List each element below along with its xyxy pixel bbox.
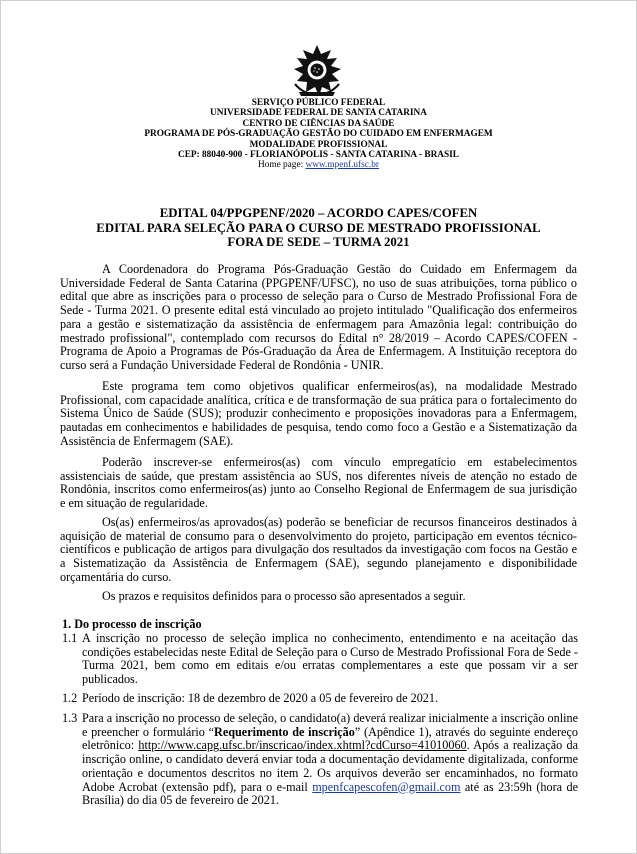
inscription-url-link[interactable]: http://www.capg.ufsc.br/inscricao/index.xhtml?cdCurso=41010060 bbox=[138, 738, 467, 753]
header-line: CEP: 88040-900 - FLORIANÓPOLIS - SANTA CATARINA - BRASIL bbox=[178, 150, 459, 161]
item-text: Período de inscrição: 18 de dezembro de 2020 a 05 de fevereiro de 2021. bbox=[82, 691, 439, 705]
paragraph-2: Este programa tem como objetivos qualificar enfermeiros(as), na modalidade Mestrado Profissional, com capacidade analítica, crítica e de transformação de sua prática para o fortalecimento do Sistema Único de Saúde (SUS); produzir conhecimento e proposições inovadoras para a Enfermagem, pautadas em conhecimentos e habilidades de pesquisa, tendo como foco a Gestão e a Sistematização da Assistência de Enfermagem (SAE). bbox=[60, 379, 577, 448]
institution-header bbox=[60, 98, 577, 171]
item-number: 1.1 bbox=[62, 631, 78, 645]
item-text: A inscrição no processo de seleção implica no conhecimento, entendimento e na aceitação das condições estabelecidas neste Edital de Seleção para o Curso de Mestrado Profissional Fora de Sede - Turma 2021, bem como em editais e/ou erratas complementares a este que possam vir a ser publicados. bbox=[82, 631, 578, 687]
item-text bbox=[82, 712, 578, 808]
homepage-line bbox=[60, 160, 577, 170]
paragraph-5: Os prazos e requisitos definidos para o processo são apresentados a seguir. bbox=[102, 589, 466, 603]
list-item bbox=[62, 692, 578, 706]
title-line: EDITAL 04/PPGPENF/2020 – ACORDO CAPES/COFEN bbox=[159, 206, 478, 220]
edital-title bbox=[60, 206, 577, 250]
header-line: MODALIDADE PROFISSIONAL bbox=[249, 139, 388, 150]
email-link[interactable]: mpenfcapescofen@gmail.com bbox=[312, 779, 461, 794]
paragraph-3: Poderão inscrever-se enfermeiros(as) com vínculo empregatício em estabelecimentos assistenciais de saúde, que prestam assistência ao SUS, nos diferentes níveis de atenção no estado de Rondônia, inscritos como enfermeiros(as) junto ao Conselho Regional de Enfermagem de sua jurisdição e em situação de regularidade. bbox=[60, 455, 577, 511]
item-number: 1.3 bbox=[62, 711, 78, 725]
item-text-part: . Após a realização da inscrição online, o candidato deverá enviar toda a documentação devidamente digitalizada, conforme orientação e documentos descritos no item 2. Os arquivos deverão ser encaminhados, no formato Adobe Acrobat (extensão pdf), para o e-mail bbox=[82, 738, 578, 794]
list-item bbox=[62, 712, 578, 808]
homepage-link[interactable]: www.mpenf.ufsc.br bbox=[305, 160, 379, 171]
paragraph-1: A Coordenadora do Programa Pós-Graduação Gestão do Cuidado em Enfermagem da Universidade Federal de Santa Catarina (PPGPENF/UFSC), no uso de suas atribuições, torna público o edital que abre as inscrições para o processo de seleção para o Curso de Mestrado Profissional Fora de Sede - Turma 2021. O presente edital está vinculado ao projeto intitulado "Qualificação dos enfermeiros para a gestão e sistematização da assistência de enfermagem para Amazônia legal: contribuição do mestrado profissional", contemplado com recursos do Edital n° 28/2019 – Acordo CAPES/COFEN - Programa de Apoio a Programas de Pós-Graduação da Área de Enfermagem. A Instituição receptora do curso será a Fundação Universidade Federal de Rondônia - UNIR. bbox=[60, 262, 577, 372]
item-text-part: Para a inscrição no processo de seleção, o candidato(a) deverá realizar inicialmente a inscrição online e preencher o formulário “ bbox=[82, 711, 578, 739]
header-line: UNIVERSIDADE FEDERAL DE SANTA CATARINA bbox=[210, 108, 427, 119]
paragraph-4: Os(as) enfermeiros/as aprovados(as) poderão se beneficiar de recursos financeiros destinados à aquisição de material de consumo para o desenvolvimento do projeto, participação em eventos técnico-científicos e publicação de artigos para divulgação dos resultados da investigação com focos na Gestão e a Sistematização da Assistência de Enfermagem (SAE), segundo planejamento e disponibilidade orçamentária do curso. bbox=[60, 515, 577, 584]
item-text-part: até as 23:59h (hora de Brasília) do dia 05 de fevereiro de 2021. bbox=[82, 779, 578, 808]
title-line: EDITAL PARA SELEÇÃO PARA O CURSO DE MESTRADO PROFISSIONAL bbox=[96, 220, 541, 235]
header-line: CENTRO DE CIÊNCIAS DA SAÚDE bbox=[242, 118, 395, 129]
title-line: FORA DE SEDE – TURMA 2021 bbox=[227, 235, 410, 249]
brazil-coat-of-arms-icon bbox=[289, 44, 345, 100]
item-text-part: ” (Apêndice 1), através do seguinte endereço eletrônico: bbox=[82, 724, 578, 753]
section-heading: 1. Do processo de inscrição bbox=[62, 617, 202, 631]
item-number: 1.2 bbox=[62, 691, 78, 705]
list-item bbox=[62, 632, 578, 687]
form-name: Requerimento de inscrição bbox=[214, 724, 355, 739]
header-line: SERVIÇO PÚBLICO FEDERAL bbox=[251, 98, 386, 108]
homepage-label: Home page: bbox=[257, 160, 306, 171]
header-line: PROGRAMA DE PÓS-GRADUAÇÃO GESTÃO DO CUIDADO EM ENFERMAGEM bbox=[144, 129, 493, 140]
